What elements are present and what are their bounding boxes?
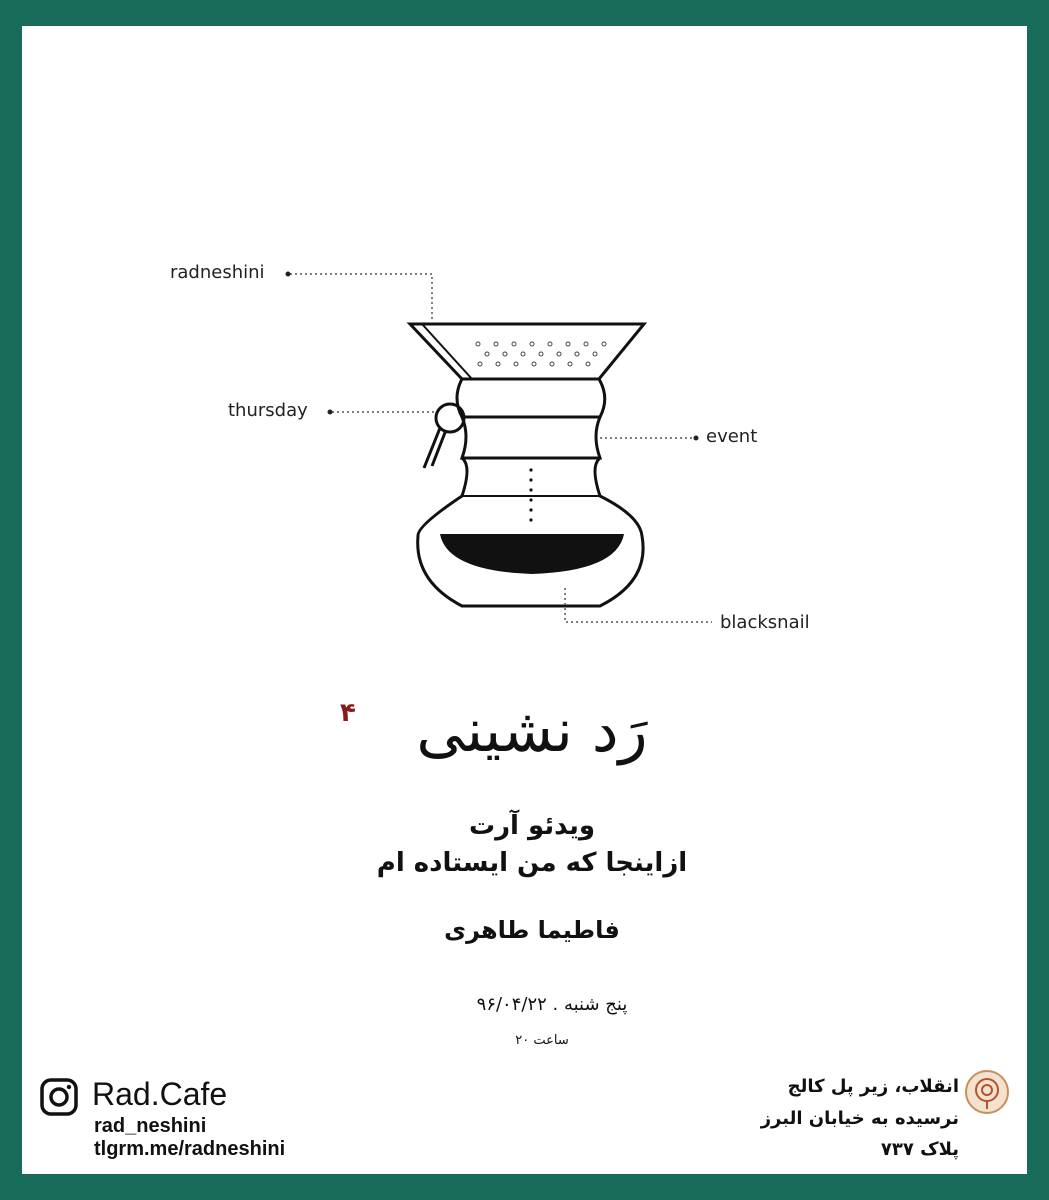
address-line-3: پلاک ۷۳۷ bbox=[880, 1139, 959, 1160]
event-date: پنج شنبه . ۹۶/۰۴/۲۲ bbox=[476, 994, 628, 1015]
knob bbox=[436, 404, 464, 432]
label-event: event bbox=[706, 426, 758, 447]
event-type: ویدئو آرت bbox=[468, 811, 596, 841]
address-line-2: نرسیده به خیابان البرز bbox=[760, 1108, 959, 1129]
label-blacksnail: blacksnail bbox=[720, 612, 810, 633]
poster-card bbox=[22, 26, 1027, 1174]
address-line-1: انقلاب، زیر پل کالج bbox=[787, 1076, 959, 1097]
artist-name: فاطیما طاهری bbox=[444, 916, 620, 944]
instagram-icon bbox=[40, 1078, 78, 1116]
coffee-maker-diagram bbox=[22, 26, 1027, 706]
telegram-link[interactable]: tlgrm.me/radneshini bbox=[94, 1138, 286, 1160]
event-title: رَد نشینی bbox=[416, 696, 648, 766]
label-thursday: thursday bbox=[228, 400, 308, 421]
event-time: ساعت ۲۰ bbox=[515, 1033, 569, 1048]
instagram-handle: rad_neshini bbox=[94, 1115, 207, 1137]
filter-dots bbox=[476, 342, 606, 366]
event-number: ۴ bbox=[340, 698, 356, 728]
label-radneshini: radneshini bbox=[170, 262, 265, 283]
filter-cone bbox=[410, 324, 644, 379]
event-subtitle: ازاینجا که من ایستاده ام bbox=[376, 848, 688, 878]
cafe-logo-icon bbox=[964, 1069, 1010, 1115]
coffee-liquid bbox=[440, 534, 624, 574]
brand-name: Rad.Cafe bbox=[92, 1076, 228, 1112]
